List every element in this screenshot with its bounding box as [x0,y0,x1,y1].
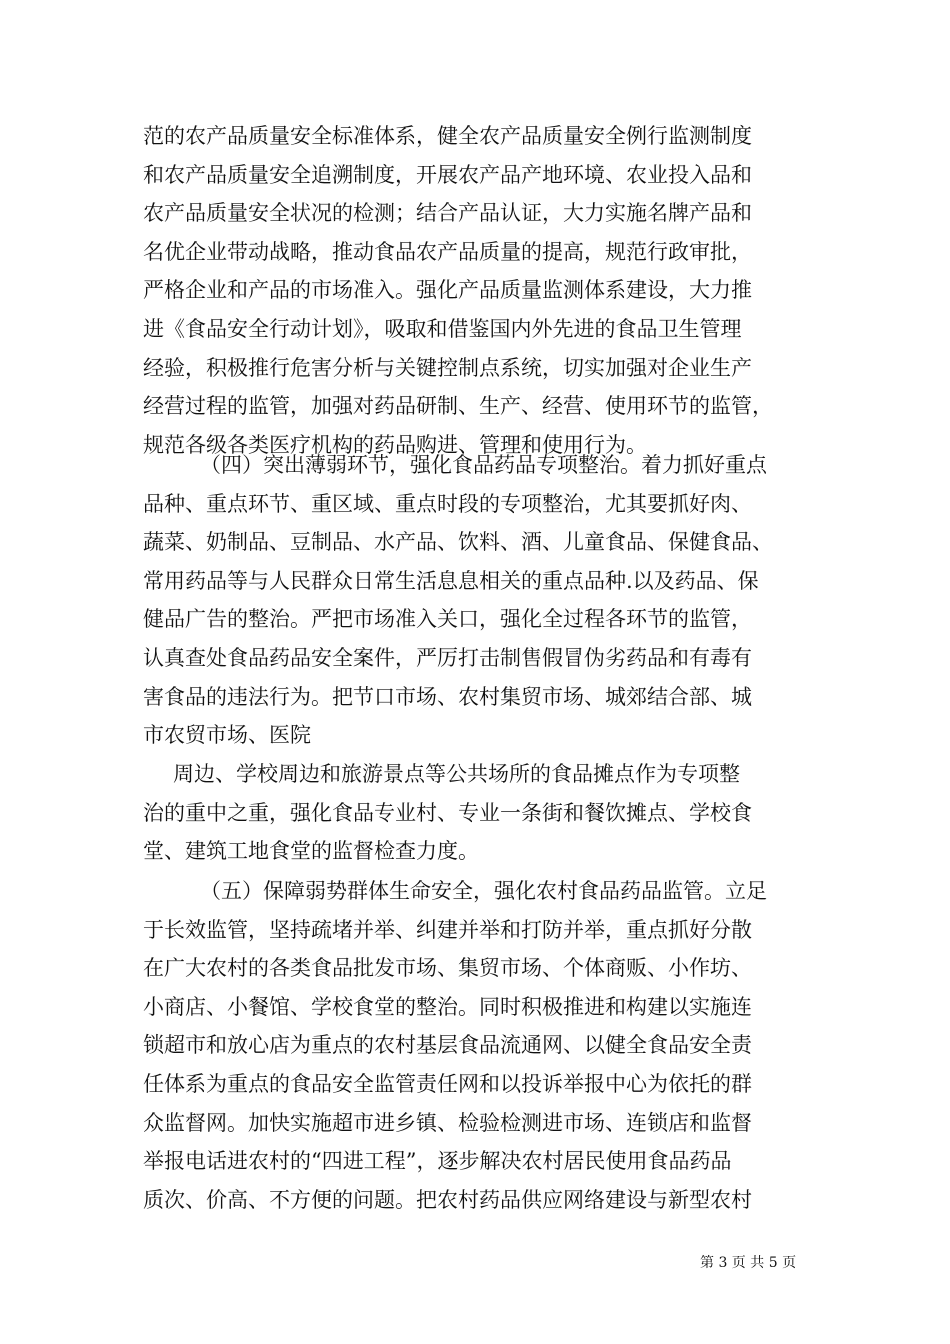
text-line: 小商店、小餐馆、学校食堂的整治。同时积极推进和构建以实施连 [143,994,752,1019]
text-line: 农产品质量安全状况的检测；结合产品认证，大力实施名牌产品和 [143,201,752,226]
text-line: 任体系为重点的食品安全监管责任网和以投诉举报中心为依托的群 [143,1071,752,1096]
page-number: 第 3 页 共 5 页 [700,1255,797,1271]
text-line: 健品广告的整治。严把市场准入关口，强化全过程各环节的监管， [143,607,752,632]
text-line: 周边、学校周边和旅游景点等公共场所的食品摊点作为专项整 [173,762,740,786]
paragraph-2 [143,446,823,755]
text-line: 堂、建筑工地食堂的监督检查力度。 [143,839,479,864]
text-line: 规范各级各类医疗机构的药品购进、管理和使用行为。 [143,432,647,457]
text-line: 害食品的违法行为。把节口市场、农村集贸市场、城郊结合部、城 [143,684,752,709]
text-line: 在广大农村的各类食品批发市场、集贸市场、个体商贩、小作坊、 [143,956,752,981]
text-line: 质次、价高、不方便的问题。把农村药品供应网络建设与新型农村 [143,1187,752,1212]
text-line: 常用药品等与人民群众日常生活息息相关的重点品种.以及药品、保 [143,568,759,593]
text-line: 范的农产品质量安全标准体系，健全农产品质量安全例行监测制度 [143,124,752,148]
text-line: 举报电话进农村的“四进工程”，逐步解决农村居民使用食品药品 [143,1149,732,1174]
text-line: 锁超市和放心店为重点的农村基层食品流通网、以健全食品安全责 [143,1033,752,1058]
text-line: 名优企业带动战略，推动食品农产品质量的提高，规范行政审批， [143,239,752,264]
text-line: 品种、重点环节、重区域、重点时段的专项整治，尤其要抓好肉、 [143,491,752,516]
text-line: 治的重中之重，强化食品专业村、专业一条街和餐饮摊点、学校食 [143,800,752,825]
text-line: 于长效监管，坚持疏堵并举、纠建并举和打防并举，重点抓好分散 [143,917,752,942]
text-line: 蔬菜、奶制品、豆制品、水产品、饮料、酒、儿童食品、保健食品、 [143,530,773,555]
paragraph-4 [143,872,823,1219]
paragraph-3 [143,755,823,871]
text-line: 经营过程的监管，加强对药品研制、生产、经营、使用环节的监管， [143,394,773,419]
text-line: （四）突出薄弱环节，强化食品药品专项整治。着力抓好重点 [200,453,767,477]
text-line: （五）保障弱势群体生命安全，强化农村食品药品监管。立足 [200,879,767,903]
text-line: 认真查处食品药品安全案件，严厉打击制售假冒伪劣药品和有毒有 [143,645,752,670]
text-line: 进《食品安全行动计划》，吸取和借鉴国内外先进的食品卫生管理 [143,316,742,341]
paragraph-1 [143,117,823,464]
text-line: 和农产品质量安全追溯制度，开展农产品产地环境、农业投入品和 [143,162,752,187]
text-line: 经验，积极推行危害分析与关键控制点系统，切实加强对企业生产 [143,355,752,380]
text-line: 严格企业和产品的市场准入。强化产品质量监测体系建设，大力推 [143,278,752,303]
text-line: 市农贸市场、医院 [143,723,311,748]
text-line: 众监督网。加快实施超市进乡镇、检验检测进市场、连锁店和监督 [143,1110,752,1135]
